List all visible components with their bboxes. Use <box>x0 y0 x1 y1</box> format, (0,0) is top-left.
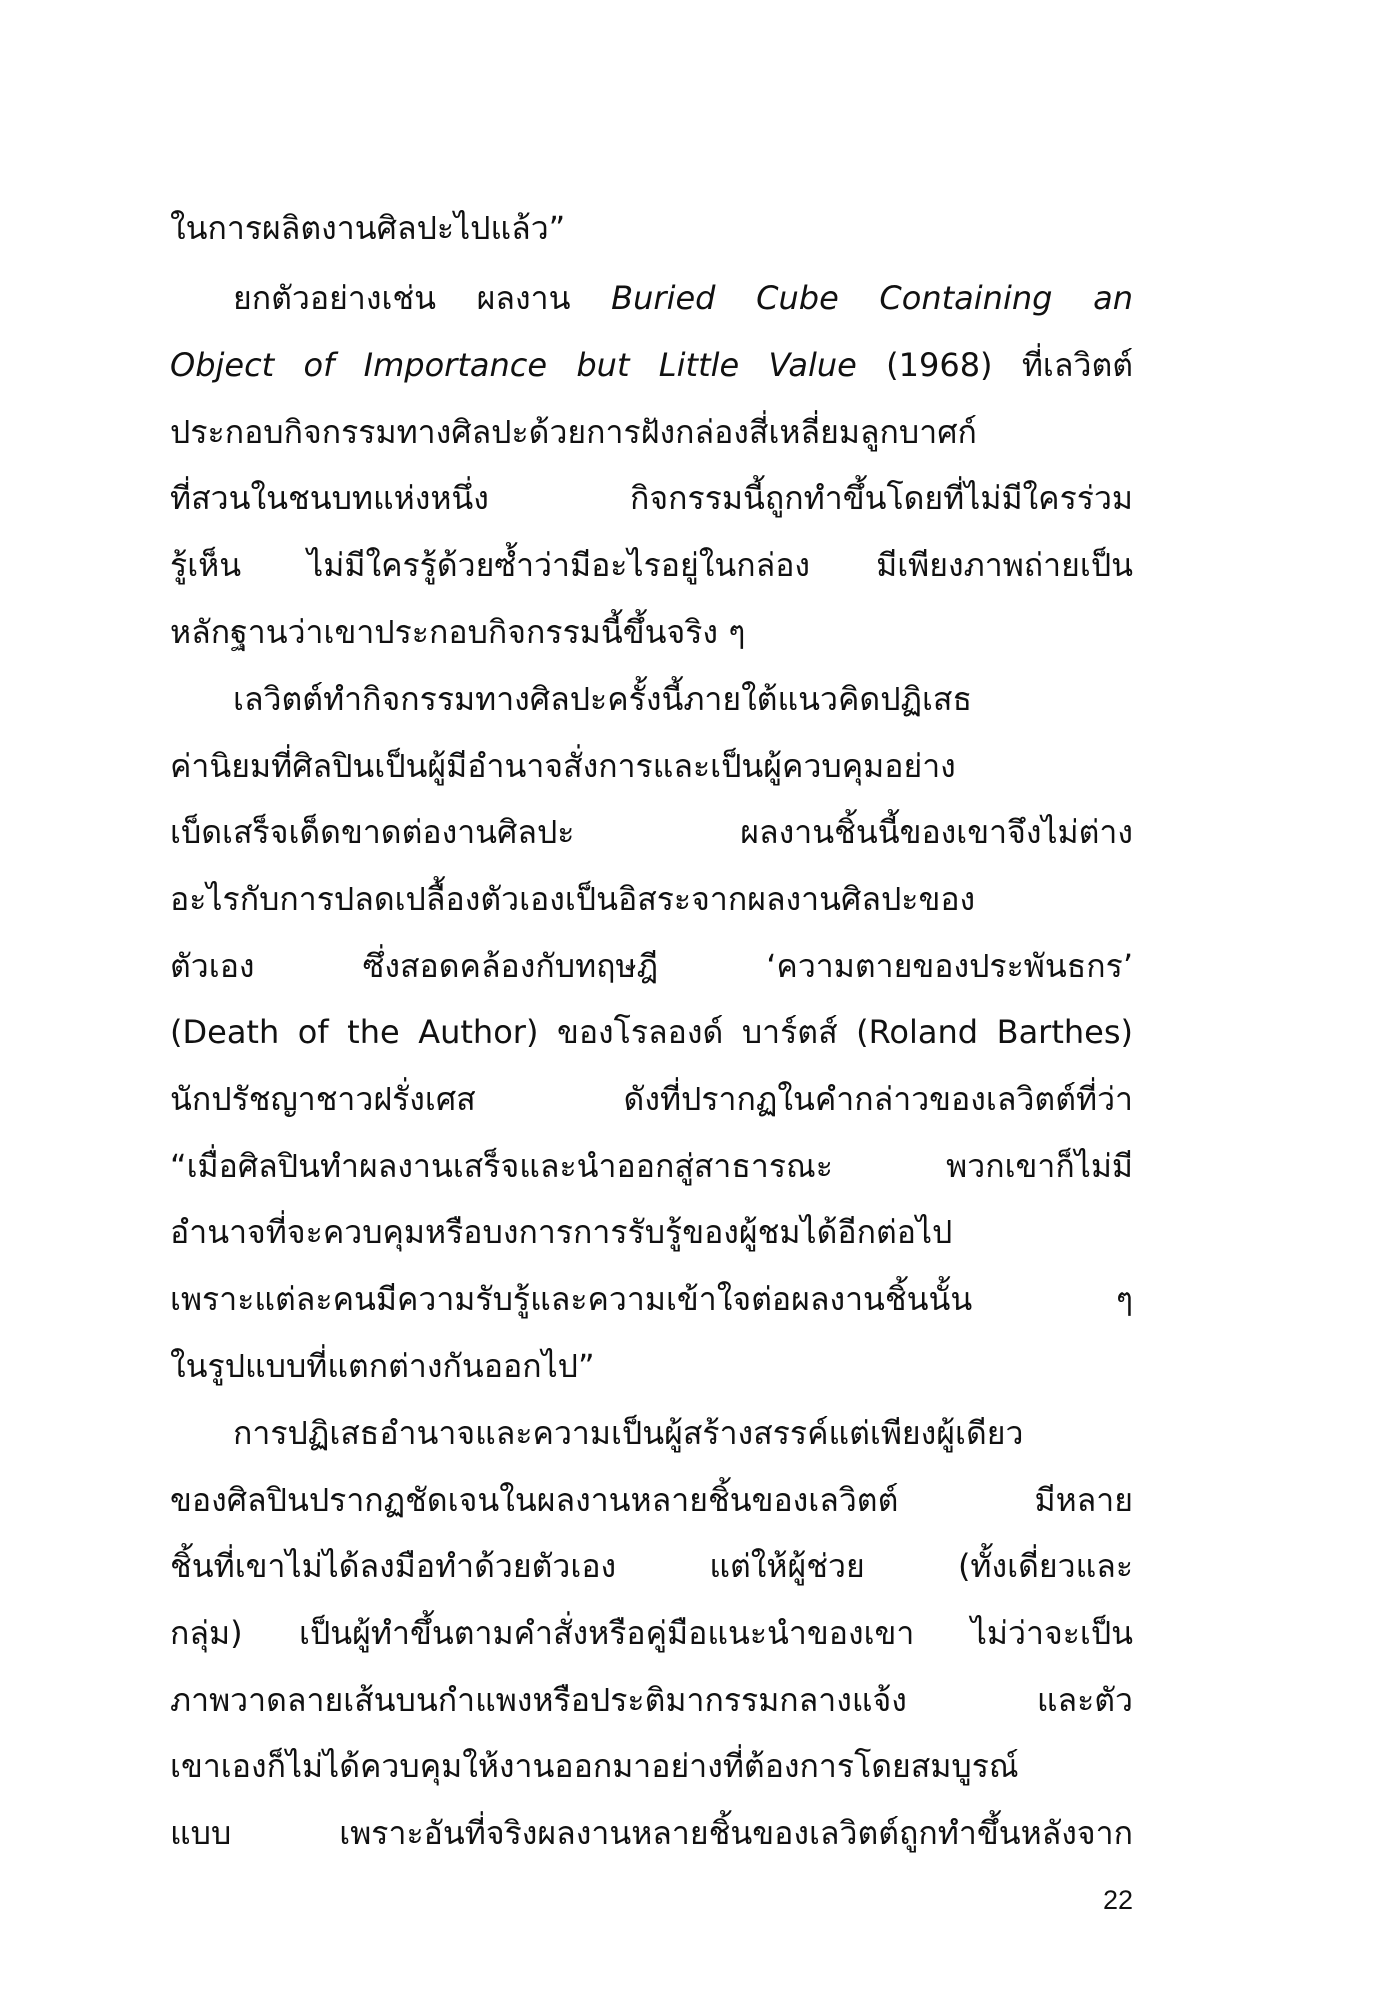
text-line-10: เบ็ดเสร็จเด็ดขาดต่องานศิลปะ ผลงานชิ้นนี้ของเขาจึงไม่ต่าง <box>170 813 1133 851</box>
text-line-14: นักปรัชญาชาวฝรั่งเศส ดังที่ปรากฏในคำกล่าวของเลวิตต์ที่ว่า <box>170 1080 1133 1118</box>
artwork-title-part-2: Object of Importance but Little Value <box>170 346 857 384</box>
text-line-18: ในรูปแบบที่แตกต่างกันออกไป” <box>170 1347 595 1385</box>
text-line-12: ตัวเอง ซึ่งสอดคล้องกับทฤษฎี ‘ความตายของประพันธกร’ <box>170 947 1133 985</box>
text-line-6: รู้เห็น ไม่มีใครรู้ด้วยซ้ำว่ามีอะไรอยู่ในกล่อง มีเพียงภาพถ่ายเป็น <box>170 546 1133 584</box>
text-line-8: เลวิตต์ทำกิจกรรมทางศิลปะครั้งนี้ภายใต้แนวคิดปฏิเสธ <box>233 680 972 718</box>
text-line-25: แบบ เพราะอันที่จริงผลงานหลายชิ้นของเลวิตต์ถูกทำขึ้นหลังจาก <box>170 1814 1133 1852</box>
text-line-11: อะไรกับการปลดเปลื้องตัวเองเป็นอิสระจากผลงานศิลปะของ <box>170 880 976 918</box>
text-line-15: “เมื่อศิลปินทำผลงานเสร็จและนำออกสู่สาธารณะ พวกเขาก็ไม่มี <box>170 1147 1133 1185</box>
text-line-7: หลักฐานว่าเขาประกอบกิจกรรมนี้ขึ้นจริง ๆ <box>170 613 746 651</box>
text-line-1: ในการผลิตงานศิลปะไปแล้ว” <box>170 209 566 247</box>
text-line-4: ประกอบกิจกรรมทางศิลปะด้วยการฝังกล่องสี่เหลี่ยมลูกบาศก์ <box>170 413 977 451</box>
text-line-24: เขาเองก็ไม่ได้ควบคุมให้งานออกมาอย่างที่ต้องการโดยสมบูรณ์ <box>170 1747 1019 1785</box>
text-line-3: Object of Importance but Little Value (1968) ที่เลวิตต์ <box>170 346 1133 384</box>
text-line-19: การปฏิเสธอำนาจและความเป็นผู้สร้างสรรค์แต่เพียงผู้เดียว <box>233 1414 1024 1452</box>
text-line-17: เพราะแต่ละคนมีความรับรู้และความเข้าใจต่อผลงานชิ้นนั้น ๆ <box>170 1280 1133 1318</box>
text-line-9: ค่านิยมที่ศิลปินเป็นผู้มีอำนาจสั่งการและเป็นผู้ควบคุมอย่าง <box>170 747 956 785</box>
text-line-5: ที่สวนในชนบทแห่งหนึ่ง กิจกรรมนี้ถูกทำขึ้นโดยที่ไม่มีใครร่วม <box>170 479 1133 517</box>
artwork-title-part-1: Buried Cube Containing an <box>611 279 1133 317</box>
text-line-23: ภาพวาดลายเส้นบนกำแพงหรือประติมากรรมกลางแจ้ง และตัว <box>170 1681 1133 1719</box>
page-number: 22 <box>1102 1885 1133 1915</box>
text-line-2: ยกตัวอย่างเช่น ผลงาน Buried Cube Containing an <box>233 279 1133 317</box>
text-line-16: อำนาจที่จะควบคุมหรือบงการการรับรู้ของผู้ชมได้อีกต่อไป <box>170 1213 953 1251</box>
text-line-21: ชิ้นที่เขาไม่ได้ลงมือทำด้วยตัวเอง แต่ให้ผู้ช่วย (ทั้งเดี่ยวและ <box>170 1547 1133 1585</box>
text-line-20: ของศิลปินปรากฏชัดเจนในผลงานหลายชิ้นของเลวิตต์ มีหลาย <box>170 1481 1133 1519</box>
text-line-13: (Death of the Author) ของโรลองด์ บาร์ตส์ (Roland Barthes) <box>170 1013 1133 1051</box>
text-line-22: กลุ่ม) เป็นผู้ทำขึ้นตามคำสั่งหรือคู่มือแนะนำของเขา ไม่ว่าจะเป็น <box>170 1614 1133 1652</box>
